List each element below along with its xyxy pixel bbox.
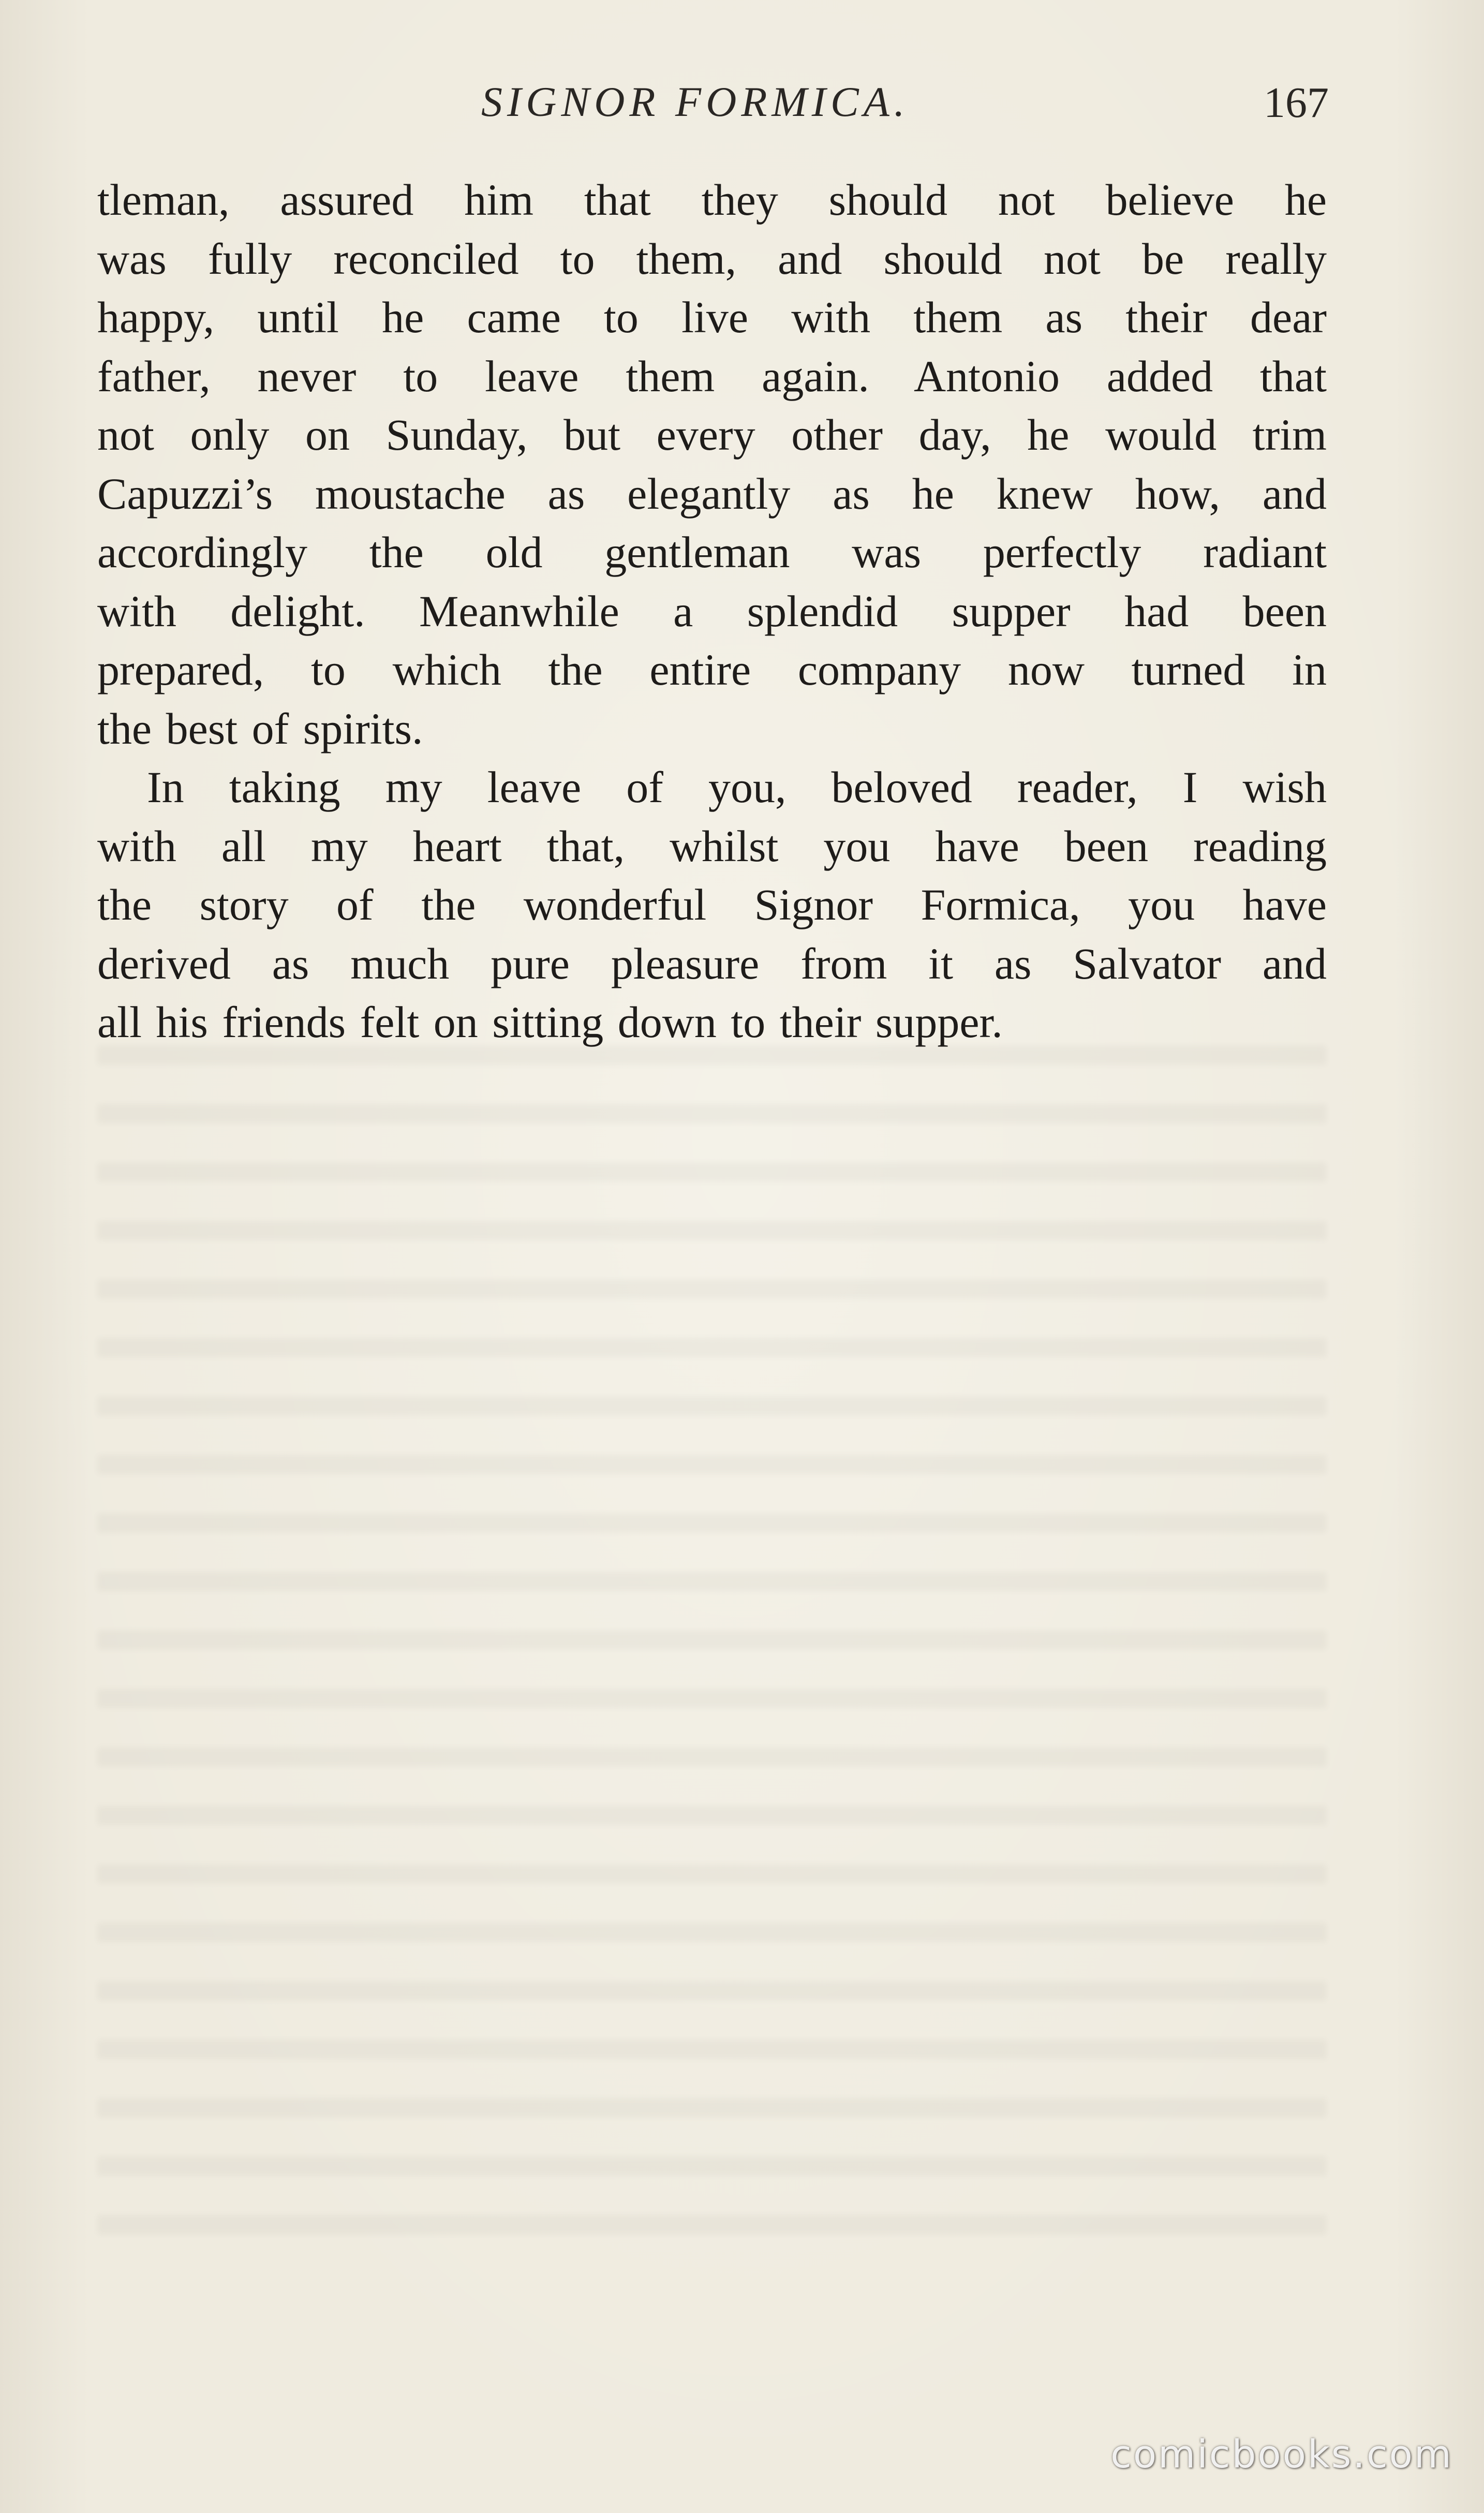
text-line: was fully reconciled to them, and should not be really xyxy=(97,233,1327,284)
text-line: father, never to leave them again. Antonio added that xyxy=(97,351,1327,401)
text-line: with all my heart that, whilst you have been reading xyxy=(97,821,1327,871)
paragraph-2 xyxy=(97,758,1327,1052)
text-line: the best of spirits. xyxy=(97,703,423,753)
text-line: In taking my leave of you, beloved reader, I wish xyxy=(147,762,1327,812)
text-line: not only on Sunday, but every other day, he would trim xyxy=(97,410,1327,460)
text-line: prepared, to which the entire company now turned in xyxy=(97,645,1327,694)
text-line: Capuzzi’s moustache as elegantly as he knew how, and xyxy=(97,468,1327,519)
running-head: SIGNOR FORMICA. xyxy=(481,78,910,125)
text-line: happy, until he came to live with them as their dear xyxy=(97,292,1327,342)
watermark: comicbooks.com xyxy=(1110,2432,1453,2477)
paragraph-1 xyxy=(97,171,1327,758)
text-line: with delight. Meanwhile a splendid supper had been xyxy=(97,586,1327,636)
text-line: all his friends felt on sitting down to their supper. xyxy=(97,997,1003,1047)
text-line: tleman, assured him that they should not believe he xyxy=(97,175,1327,225)
page-number: 167 xyxy=(1264,79,1329,127)
text-line: accordingly the old gentleman was perfectly radiant xyxy=(97,527,1327,577)
text-line: derived as much pure pleasure from it as Salvator and xyxy=(97,938,1327,988)
show-through-texture xyxy=(97,1045,1327,2236)
body-text xyxy=(97,171,1327,1052)
text-line: the story of the wonderful Signor Formica, you have xyxy=(97,880,1327,929)
